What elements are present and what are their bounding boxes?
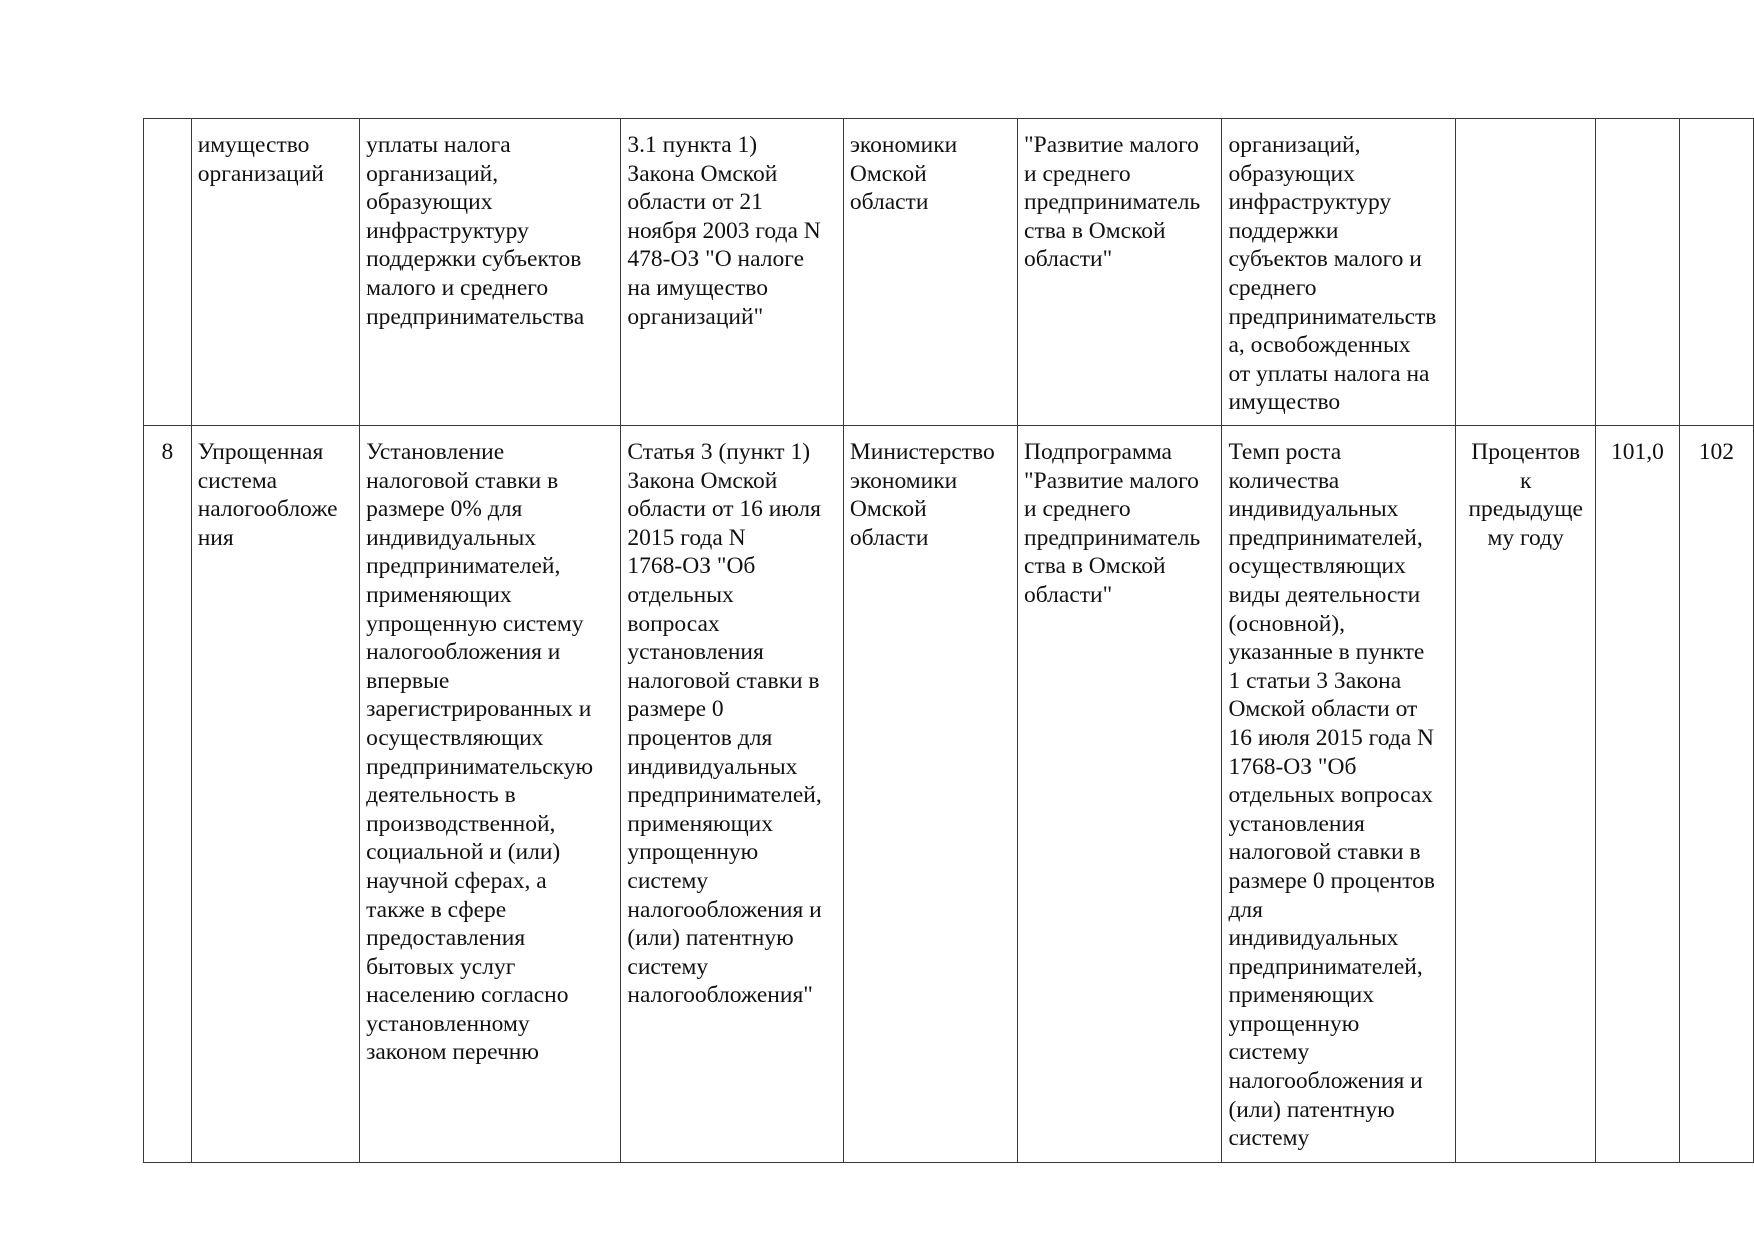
value-cell-1 bbox=[1596, 119, 1680, 426]
unit: Процентов к предыдуще му году bbox=[1468, 439, 1583, 551]
curator: экономики Омской области bbox=[849, 132, 958, 216]
value-1: 101,0 bbox=[1610, 439, 1664, 465]
benefit-description: Установление налоговой ставки в размере 0% для индивидуальных предпринимателей, применяющих упрощенную систему налогообложения и впервые зарегистрированных и осуществляющих предпринимательскую деятельность в производственной, социальной и (или) научной сферах, а также в сфере предоставления бытовых услуг населению согласно установленному законом перечню bbox=[366, 439, 594, 1066]
row-number-cell bbox=[144, 426, 192, 1163]
program-cell bbox=[1018, 426, 1222, 1163]
value-2: 102 bbox=[1698, 439, 1734, 465]
tax-name-cell bbox=[191, 426, 359, 1163]
legal-basis-cell bbox=[621, 119, 843, 426]
value-cell-2 bbox=[1679, 426, 1753, 1163]
benefit-cell bbox=[360, 119, 621, 426]
row-number: 8 bbox=[161, 439, 174, 465]
program-cell bbox=[1018, 119, 1222, 426]
unit-cell bbox=[1456, 119, 1596, 426]
tax-name: имущество организаций bbox=[197, 132, 324, 187]
legal-basis-cell bbox=[621, 426, 843, 1163]
program: "Развитие малого и среднего предприниматель ства в Омской области" bbox=[1024, 132, 1201, 273]
curator-cell bbox=[843, 426, 1017, 1163]
tax-name: Упрощенная система налогообложе ния bbox=[197, 439, 338, 551]
curator: Министерство экономики Омской области bbox=[849, 439, 995, 551]
tax-benefits-table bbox=[143, 118, 1754, 1163]
benefit-description: уплаты налога организаций, образующих инфраструктуру поддержки субъектов малого и среднего предпринимательства bbox=[366, 132, 585, 330]
indicator: Темп роста количества индивидуальных предпринимателей, осуществляющих виды деятельности (основной), указанные в пункте 1 статьи 3 Закона Омской области от 16 июля 2015 года N 1768-ОЗ "Об отдельных вопросах установления налоговой ставки в размере 0 процентов для индивидуальных предпринимателей, применяющих упрощенную систему налогообложения и (или) патентную систему bbox=[1228, 439, 1436, 1152]
legal-basis: Статья 3 (пункт 1) Закона Омской области от 16 июля 2015 года N 1768-ОЗ "Об отдельных вопросах установления налоговой ставки в размере 0 процентов для индивидуальных предпринимателей, применяющих упрощенную систему налогообложения и (или) патентную систему налогообложения" bbox=[627, 439, 822, 1009]
benefit-cell bbox=[360, 426, 621, 1163]
table-row bbox=[144, 119, 1754, 426]
value-cell-2 bbox=[1679, 119, 1753, 426]
row-number-cell bbox=[144, 119, 192, 426]
indicator-cell bbox=[1222, 426, 1456, 1163]
legal-basis: 3.1 пункта 1) Закона Омской области от 21 ноября 2003 года N 478-ОЗ "О налоге на имущество организаций" bbox=[627, 132, 821, 330]
program: Подпрограмма "Развитие малого и среднего предприниматель ства в Омской области" bbox=[1024, 439, 1201, 608]
table-row bbox=[144, 426, 1754, 1163]
tax-name-cell bbox=[191, 119, 359, 426]
indicator-cell bbox=[1222, 119, 1456, 426]
curator-cell bbox=[843, 119, 1017, 426]
indicator: организаций, образующих инфраструктуру поддержки субъектов малого и среднего предпринимательств а, освобожденных от уплаты налога на имущество bbox=[1228, 132, 1437, 416]
value-cell-1 bbox=[1596, 426, 1680, 1163]
unit-cell bbox=[1456, 426, 1596, 1163]
